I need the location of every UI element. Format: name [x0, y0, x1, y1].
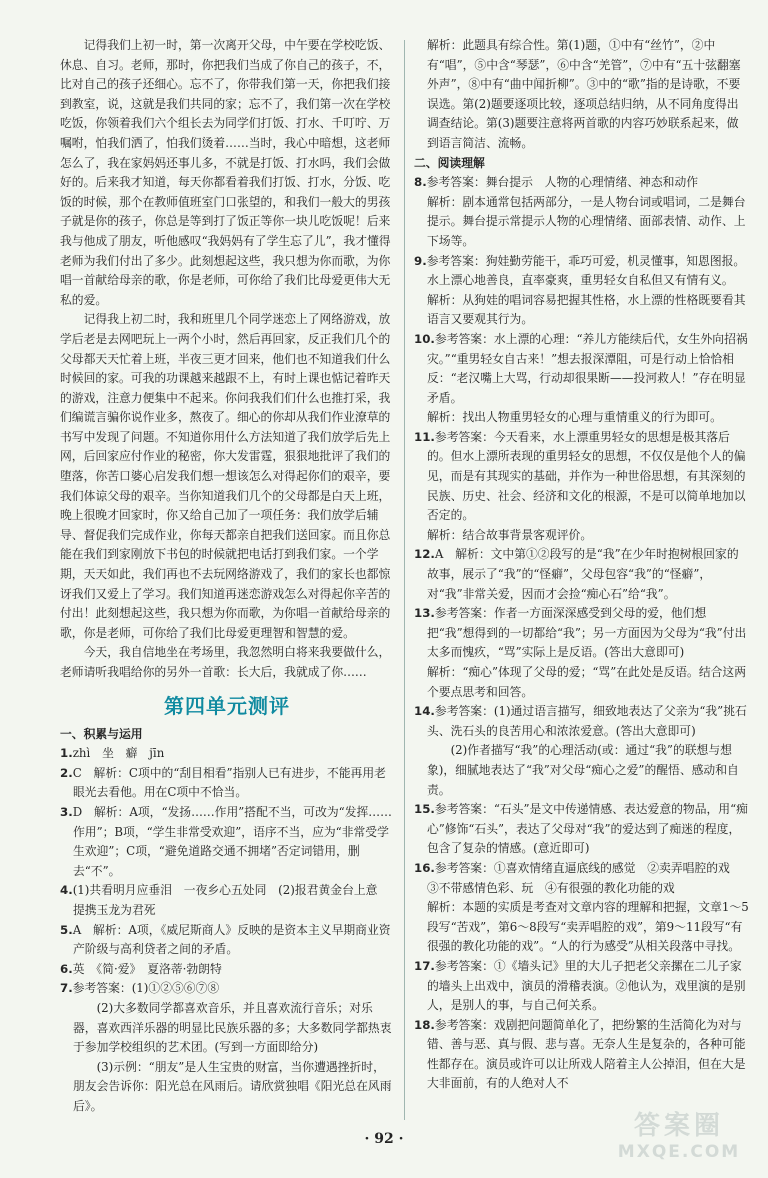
analysis-7: 解析：此题具有综合性。第(1)题，①中有“丝竹”，②中有“唱”，⑤中含“琴瑟”，⑥中含“羌管”，⑦中有“五十弦翻塞外声”，⑧中有“曲中闻折柳”。③中的“歌”指的是诗歌，不要误选。第(2)题要逐项比较，逐项总结归纳，从不同角度得出调查结论。第(3)题要注意将两首歌的内容巧妙联系起来，做到语言简洁、流畅。 [426, 38, 741, 150]
site-watermark [604, 1110, 754, 1170]
analysis-11: 解析：结合故事背景客观评价。 [426, 527, 593, 542]
watermark-logo-text: 答案圈 [633, 1111, 724, 1141]
answer-3 [60, 803, 394, 881]
analysis-10: 解析：找出人物重男轻女的心理与重情重义的行为即可。 [426, 410, 722, 425]
essay-paragraph-3: 今天，我自信地坐在考场里，我忽然明白将来我要做什么，老师请听我唱给你的另外一首歌：长大后，我就成了你…… [60, 645, 391, 679]
right-column [414, 36, 750, 1094]
answer-4 [60, 881, 394, 920]
answer-text: C 解析：C项中的“刮目相看”指别人已有进步，不能再用老眼光去看他。用在C项中不恰当。 [72, 765, 386, 800]
section-heading-1: 一、积累与运用 [60, 726, 143, 741]
answer-text: 参考答案：(1)①②⑤⑥⑦⑧ [72, 981, 220, 996]
answer-16 [414, 859, 750, 898]
answer-number: 15. [414, 802, 435, 817]
answer-number: 13. [414, 606, 435, 621]
answer-11 [414, 428, 750, 526]
answer-14 [414, 702, 750, 741]
answer-number: 8. [414, 175, 427, 190]
answer-12 [414, 545, 750, 604]
answer-number: 2. [60, 765, 73, 780]
answer-number: 6. [60, 961, 73, 976]
unit-title: 第四单元测评 [164, 693, 290, 718]
answer-1 [60, 744, 394, 764]
answer-7 [60, 979, 394, 999]
page-number: · 92 · [364, 1131, 404, 1147]
essay-paragraph-2: 记得我上初二时，我和班里几个同学迷恋上了网络游戏，放学后老是去网吧玩上一两个小时，然后再回家，反正我们几个的父母都天天忙着上班，半夜三更才回来，他们也不知道我们什么时候回的家。可我的功课越来越跟不上，有时上课也惦记着昨天的游戏，注意力便集中不起来。你问我我们们什么也推打采，我们编谎言骗你说作业多，熬夜了。细心的你却从我们作业潦草的书写中发现了问题。不知道你用什么方法知道了我们放学后先上网，后回家应付作业的秘密，你大发雷霆，狠狠地批评了我们的堕落，你苦口婆心启发我们想一想该怎么对得起你们的艰辛，要我们体谅父母的艰辛。当你知道我们几个的父母都是白天上班，晚上很晚才回家时，你又给自己加了一项任务：我们放学后辅导、督促我们完成作业，你每天都亲自把我们送回家。而且你总能在我们到家刚放下书包的时候就把电话打到我们家。一个学期，天天如此，我们再也不去玩网络游戏了，我们的家长也都惊讶我们又爱上了学习。我们知道再迷恋游戏怎么对得起你辛苦的付出！此刻想起这些，我只想为你而歌，为你唱一首献给母亲的歌，你是老师，可你给了我们比母爱更理智和智慧的爱。 [60, 312, 391, 640]
answer-9 [414, 252, 750, 291]
answer-10 [414, 330, 750, 408]
answer-2 [60, 764, 394, 803]
answer-7-part-3: (3)示例：“朋友”是人生宝贵的财富，当你遭遇挫折时，朋友会告诉你：阳光总在风雨后。请欣赏独唱《阳光总在风雨后》。 [72, 1059, 392, 1113]
watermark-url: MXQE.COM [617, 1142, 741, 1162]
answer-8 [414, 173, 750, 193]
answer-text: 参考答案：舞台提示 人物的心理情绪、神态和动作 [426, 175, 699, 190]
analysis-9: 解析：从狗娃的唱词容易把握其性格，水上漂的性格既要看其语言又要观其行为。 [426, 292, 746, 327]
answer-number: 3. [60, 804, 73, 819]
answer-number: 12. [414, 547, 435, 562]
answer-text: 参考答案：①《墙头记》里的大儿子把老父亲摞在二儿子家的墙头上出戏中，演员的滑稽表演。②他认为，戏里演的是别人，是别人的事，与自己何关系。 [426, 958, 746, 1013]
answer-13 [414, 604, 750, 663]
answer-text: 参考答案：今天看来，水上漂重男轻女的思想是极其落后的。但水上漂所表现的重男轻女的思想，不仅仅是他个人的偏见，而是有其现实的基础，并作为一种世俗思想，有其深刻的民族、历史、社会、经济和文化的根源，不是可以简单地加以否定的。 [426, 429, 746, 523]
answer-number: 10. [414, 331, 435, 346]
answer-14-part-2: (2)作者描写“我”的心理活动(或：通过“我”的联想与想象)，细腻地表达了“我”对父母“痴心之爱”的醒悟、感动和自责。 [426, 743, 739, 797]
left-column [60, 36, 394, 1116]
answer-text: 参考答案：水上漂的心理：“养儿方能续后代，女生外向招祸灾。”“重男轻女自古来！”想去报深潭阻，可是行动上恰恰相反：“老汉嘴上大骂，行动却很果断——投河救人！”存在明显矛盾。 [426, 331, 748, 405]
answer-number: 18. [414, 1017, 435, 1032]
answer-15 [414, 800, 750, 859]
answer-number: 7. [60, 981, 73, 996]
analysis-13: 解析：“痴心”体现了父母的爱；“骂”在此处是反语。结合这两个要点思考和回答。 [426, 665, 747, 699]
answer-17 [414, 957, 750, 1016]
answer-text: 参考答案：“石头”是文中传递情感、表达爱意的物品，用“痴心”修饰“石头”，表达了父母对“我”的爱达到了痴迷的程度，包含了复杂的情感。(意近即可) [426, 802, 748, 856]
answer-number: 9. [414, 253, 427, 268]
answer-7-part-2: (2)大多数同学都喜欢音乐，并且喜欢流行音乐；对乐器，喜欢西洋乐器的明显比民族乐器的多；大多数同学都热衷于参加学校组织的艺术团。(写到一方面即给分) [72, 1000, 392, 1055]
analysis-16: 解析：本题的实质是考查对文章内容的理解和把握，文章1～5段写“苦戏”，第6～8段写“卖弄唱腔的戏”，第9～11段写“有很强的教化功能的戏”。“人的行为感受”从相关段落中寻找。 [426, 900, 749, 954]
answer-number: 16. [414, 860, 435, 875]
answer-text: 参考答案：狗娃勤劳能干，乖巧可爱，机灵懂事，知恩图报。水上漂心地善良，直率豪爽，重男轻女自私但又有情有义。 [426, 253, 746, 288]
answer-number: 14. [414, 704, 435, 719]
answer-text: 英 《简·爱》 夏洛蒂·勃朗特 [72, 961, 222, 976]
answer-text: 参考答案：作者一方面深深感受到父母的爱，他们想把“我”想得到的一切都给“我”；另一方面因为父母为“我”付出太多而愧疚，“骂”实际上是反语。(答出大意即可) [426, 606, 747, 660]
answer-text: 参考答案：戏剧把问题简单化了，把纷繁的生活简化为对与错、善与恶、真与假、悲与喜。无奈人生是复杂的，各种可能性都存在。演员或许可以让所戏人陪着主人公掉泪，但在大是大非面前，有的人绝对人不 [426, 1017, 746, 1091]
analysis-8: 解析：剧本通常包括两部分，一是人物台词或唱词，二是舞台提示。舞台提示常提示人物的心理情绪、面部表情、动作、上下场等。 [426, 194, 746, 248]
answer-text: A 解析：文中第①②段写的是“我”在少年时抱树根回家的故事，展示了“我”的“怪癖”，父母包容“我”的“怪癖”，对“我”非常关爱，因而才会捡“痴心石”给“我”。 [426, 547, 739, 601]
answer-6 [60, 960, 394, 980]
answer-5 [60, 921, 394, 960]
answer-text: 参考答案：(1)通过语言描写，细致地表达了父亲为“我”挑石头、洗石头的良苦用心和浓浓爱意。(答出大意即可) [426, 704, 747, 738]
answer-number: 11. [414, 429, 435, 444]
answer-text: A 解析：A项，《威尼斯商人》反映的是资本主义早期商业资产阶级与高利贷者之间的矛盾。 [72, 922, 391, 957]
answer-number: 4. [60, 883, 73, 898]
answer-number: 17. [414, 958, 435, 973]
answer-18 [414, 1016, 750, 1094]
column-divider [404, 40, 405, 1120]
answer-text: 参考答案：①喜欢情绪直逼底线的感觉 ②卖弄唱腔的戏 ③不带感情色彩、玩 ④有很强的教化功能的戏 [426, 860, 742, 895]
answer-text: (1)共看明月应垂泪 一夜乡心五处同 (2)报君黄金台上意 提携玉龙为君死 [72, 883, 390, 917]
answer-number: 1. [60, 746, 73, 761]
answer-number: 5. [60, 922, 73, 937]
section-heading-2: 二、阅读理解 [414, 155, 485, 170]
answer-text: zhì 坐 癖 jīn [72, 746, 165, 761]
essay-paragraph-1: 记得我们上初一时，第一次离开父母，中午要在学校吃饭、休息、自习。老师，那时，你把我们当成了你自己的孩子，不，比对自己的孩子还细心。忘不了，你带我们第一天，你把我们接到教室，说，这就是我们共同的家；忘不了，我们第一次在学校吃饭，你领着我们六个组长去为同学们打饭、打水、千叮咛、万嘱咐，怕我们洒了，怕我们烫着……当时，我心中暗想，这老师怎么了，我在家妈妈还事儿多，不就是打饭、打水吗，我们会做好的。后来我才知道，每天你都看着我们打饭、打水，分饭、吃饭的时候，那个在教师值班室门口张望的，和我们一般大的男孩子就是你的孩子，你总是等到打了饭正等你一块儿吃饭呢！后来我与他成了朋友，听他感叹“我妈妈有了学生忘了儿”，我才懂得老师为我们付出了多少。此刻想起这些，我只想为你而歌，为你唱一首献给母亲的歌，你是老师，可你给了我们比母爱更伟大无私的爱。 [60, 38, 391, 307]
answer-text: D 解析：A项，“发扬……作用”搭配不当，可改为“发挥……作用”；B项，“学生非常受欢迎”，语序不当，应为“非常受学生欢迎”；C项，“避免道路交通不拥堵”否定词错用，删去“不”。 [72, 804, 392, 878]
